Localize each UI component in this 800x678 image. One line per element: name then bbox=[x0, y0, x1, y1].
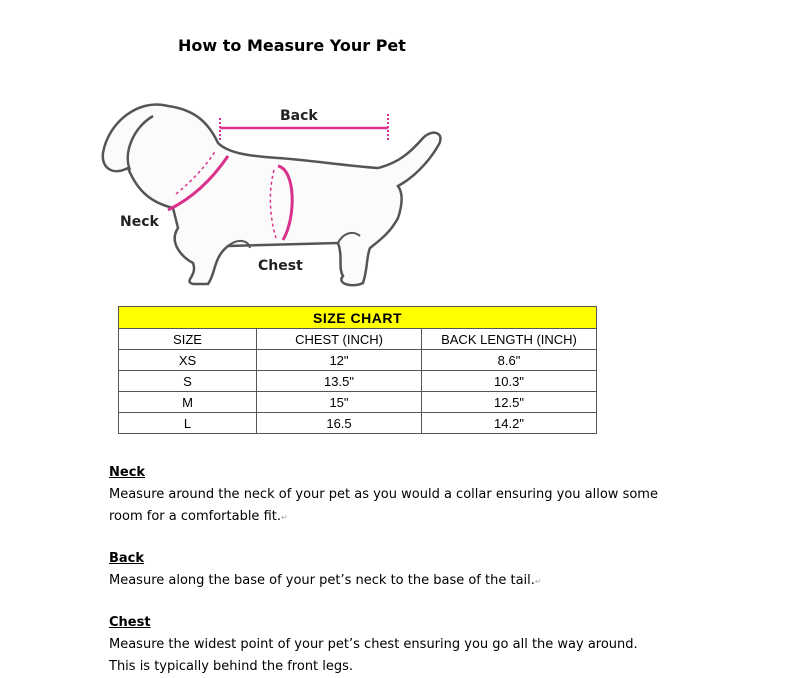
table-row bbox=[119, 350, 597, 371]
table-row bbox=[119, 413, 597, 434]
chest-cell: 16.5 bbox=[257, 413, 422, 434]
back-length-cell: 10.3" bbox=[422, 371, 597, 392]
back-text-line-1: Measure along the base of your pet’s neck to the base of the tail. bbox=[109, 573, 535, 588]
neck-text-line-1: Measure around the neck of your pet as you would a collar ensuring you allow some bbox=[109, 487, 658, 502]
back-label: Back bbox=[280, 108, 318, 124]
size-cell: M bbox=[119, 392, 257, 413]
page-title: How to Measure Your Pet bbox=[178, 36, 406, 55]
size-chart-header-row bbox=[119, 329, 597, 350]
dog-measurement-diagram bbox=[98, 98, 448, 298]
table-row bbox=[119, 392, 597, 413]
back-instructions bbox=[109, 548, 542, 593]
neck-label: Neck bbox=[120, 214, 159, 230]
back-length-cell: 14.2" bbox=[422, 413, 597, 434]
table-row bbox=[119, 371, 597, 392]
chest-label: Chest bbox=[258, 258, 303, 274]
column-header-size: SIZE bbox=[119, 329, 257, 350]
neck-instructions bbox=[109, 462, 658, 529]
chest-heading: Chest bbox=[109, 615, 151, 630]
chest-instructions bbox=[109, 612, 638, 678]
chest-cell: 13.5" bbox=[257, 371, 422, 392]
chest-text-line-1: Measure the widest point of your pet’s chest ensuring you go all the way around. bbox=[109, 637, 638, 652]
back-length-cell: 12.5" bbox=[422, 392, 597, 413]
size-cell: S bbox=[119, 371, 257, 392]
neck-text-line-2-wrap bbox=[109, 506, 658, 529]
back-heading: Back bbox=[109, 551, 145, 566]
size-chart-title-row bbox=[119, 307, 597, 329]
neck-text-line-2: room for a comfortable fit. bbox=[109, 509, 281, 524]
paragraph-mark-icon: ↵ bbox=[280, 513, 288, 522]
back-length-cell: 8.6" bbox=[422, 350, 597, 371]
column-header-back-length: BACK LENGTH (INCH) bbox=[422, 329, 597, 350]
column-header-chest: CHEST (INCH) bbox=[257, 329, 422, 350]
neck-heading: Neck bbox=[109, 465, 146, 480]
size-cell: L bbox=[119, 413, 257, 434]
size-chart-table bbox=[118, 306, 597, 434]
size-cell: XS bbox=[119, 350, 257, 371]
back-text-line-1-wrap bbox=[109, 570, 542, 593]
chest-cell: 15" bbox=[257, 392, 422, 413]
chest-cell: 12" bbox=[257, 350, 422, 371]
size-chart-title: SIZE CHART bbox=[119, 307, 597, 329]
chest-text-line-2: This is typically behind the front legs. bbox=[109, 659, 354, 674]
paragraph-mark-icon: ↵ bbox=[534, 577, 542, 586]
